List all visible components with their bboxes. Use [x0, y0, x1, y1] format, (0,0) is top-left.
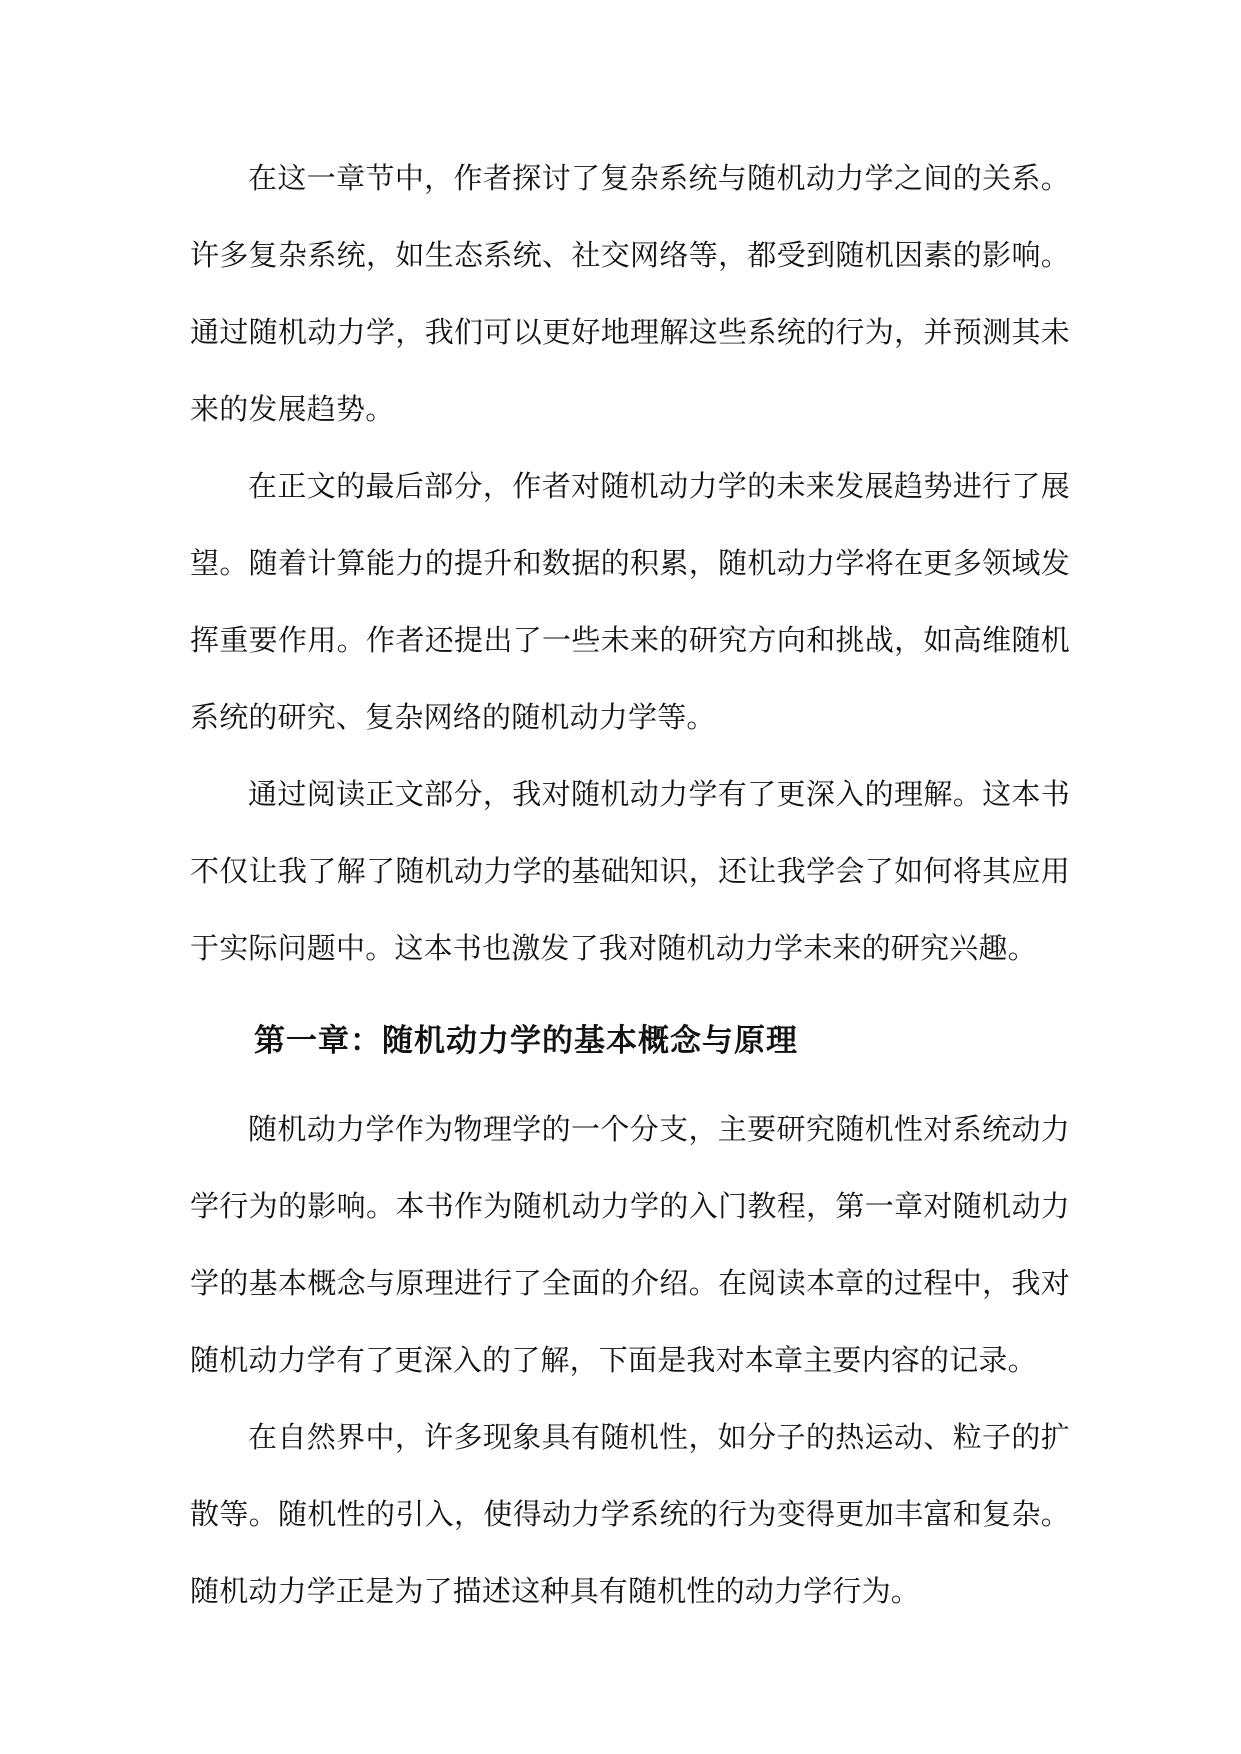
chapter-heading: 第一章：随机动力学的基本概念与原理	[254, 1023, 798, 1059]
paragraph-future-outlook: 在正文的最后部分，作者对随机动力学的未来发展趋势进行了展望。随着计算能力的提升和数据的积累，随机动力学将在更多领域发挥重要作用。作者还提出了一些未来的研究方向和挑战，如高维随机系统的研究、复杂网络的随机动力学等。	[190, 469, 1070, 734]
paragraph-chapter-intro: 随机动力学作为物理学的一个分支，主要研究随机性对系统动力学行为的影响。本书作为随机动力学的入门教程，第一章对随机动力学的基本概念与原理进行了全面的介绍。在阅读本章的过程中，我对随机动力学有了更深入的了解，下面是我对本章主要内容的记录。	[190, 1112, 1070, 1377]
paragraph-reading-reflection: 通过阅读正文部分，我对随机动力学有了更深入的理解。这本书不仅让我了解了随机动力学的基础知识，还让我学会了如何将其应用于实际问题中。这本书也激发了我对随机动力学未来的研究兴趣。	[190, 777, 1070, 965]
paragraph-complex-systems: 在这一章节中，作者探讨了复杂系统与随机动力学之间的关系。许多复杂系统，如生态系统、社交网络等，都受到随机因素的影响。通过随机动力学，我们可以更好地理解这些系统的行为，并预测其未来的发展趋势。	[190, 161, 1070, 426]
paragraph-randomness-in-nature: 在自然界中，许多现象具有随机性，如分子的热运动、粒子的扩散等。随机性的引入，使得动力学系统的行为变得更加丰富和复杂。随机动力学正是为了描述这种具有随机性的动力学行为。	[190, 1420, 1070, 1608]
document-body	[190, 140, 1070, 1630]
